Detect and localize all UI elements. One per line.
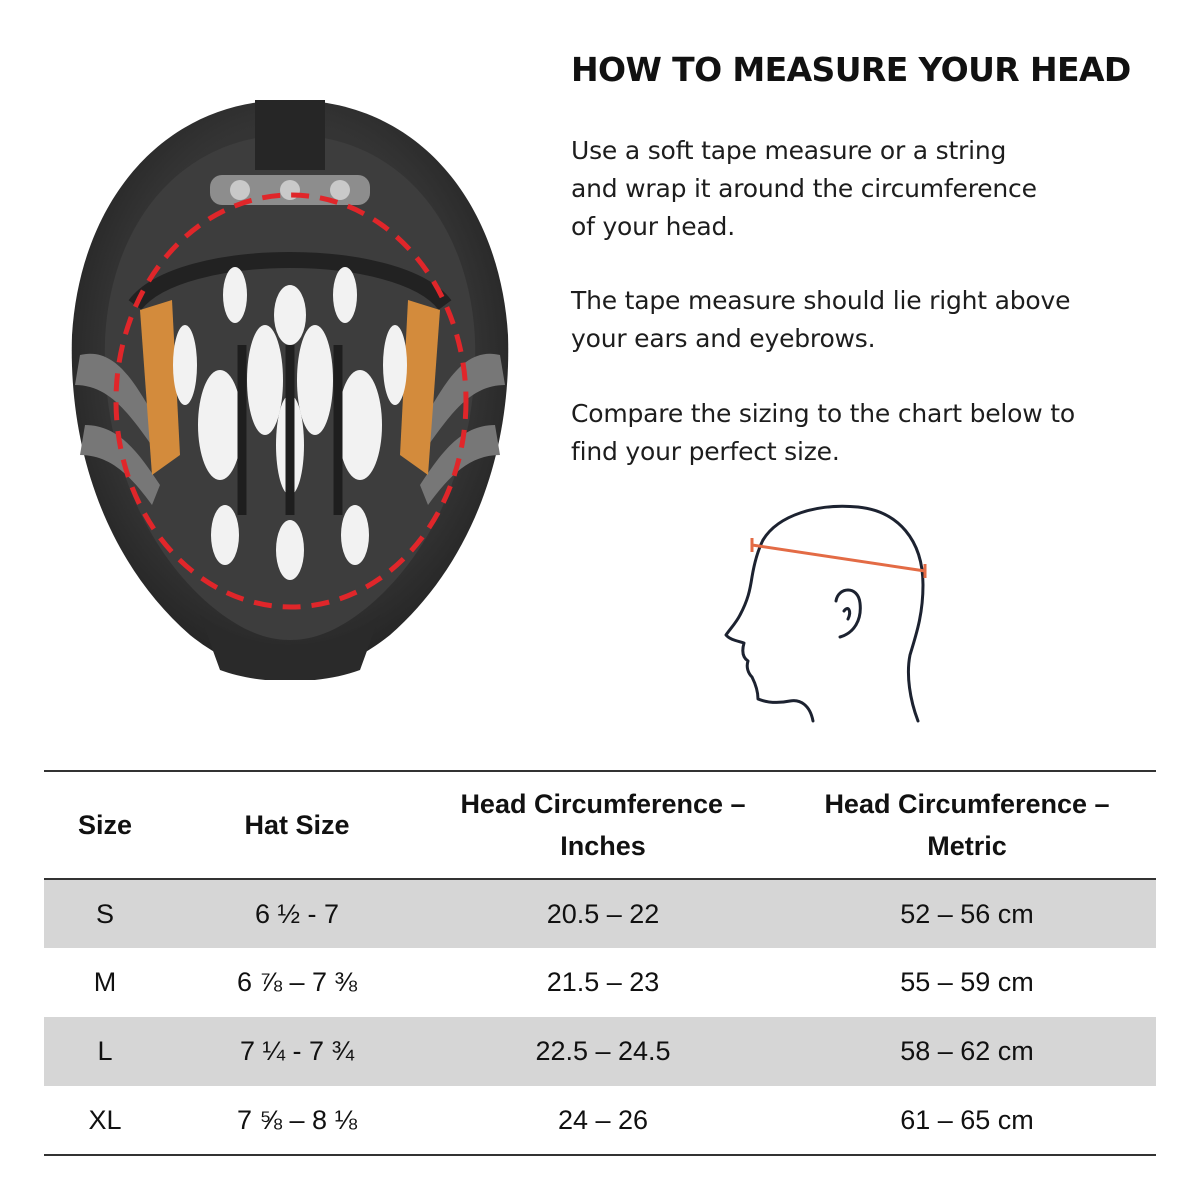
instruction-line: The tape measure should lie right above (571, 286, 1071, 315)
header-hat-size: Hat Size (244, 810, 350, 840)
header-text: Head Circumference – Metric (824, 789, 1110, 861)
cell-metric: 55 – 59 cm (900, 967, 1034, 997)
page-title: HOW TO MEASURE YOUR HEAD (571, 50, 1131, 89)
table-row (44, 948, 1156, 1017)
cell-inches: 22.5 – 24.5 (535, 1036, 671, 1066)
cell-hat-size: 6 ⅞ – 7 ⅜ (236, 967, 358, 997)
tape-measure-line (752, 545, 925, 571)
size-chart-table (44, 770, 1156, 1156)
instruction-line: find your perfect size. (571, 437, 840, 466)
cell-size: M (93, 967, 117, 997)
head-profile-icon (718, 495, 958, 725)
header-text: Head Circumference – Inches (460, 789, 746, 861)
cell-hat-size: 6 ½ - 7 (254, 898, 340, 929)
helmet-interior-icon (60, 95, 520, 680)
cell-inches: 21.5 – 23 (546, 967, 660, 997)
cell-inches: 24 – 26 (557, 1104, 649, 1135)
cell-metric: 61 – 65 cm (900, 1104, 1034, 1135)
instruction-paragraph-1 (571, 132, 1171, 246)
instruction-line: Compare the sizing to the chart below to (571, 399, 1075, 428)
cell-hat-size: 7 ¼ - 7 ¾ (239, 1036, 355, 1066)
cell-size: L (97, 1036, 113, 1066)
table-row (44, 1017, 1156, 1086)
header-head-circumference-inches (428, 771, 778, 879)
cell-inches: 20.5 – 22 (546, 898, 660, 929)
header-head-circumference-metric (778, 771, 1156, 879)
cell-hat-size: 7 ⅝ – 8 ⅛ (236, 1104, 358, 1135)
instruction-paragraph-2 (571, 282, 1171, 358)
header-size: Size (77, 810, 133, 840)
instruction-line: your ears and eyebrows. (571, 324, 876, 353)
table-row (44, 1086, 1156, 1155)
cell-metric: 58 – 62 cm (900, 1036, 1034, 1066)
cell-size: XL (88, 1104, 122, 1135)
instruction-line: and wrap it around the circumference (571, 174, 1037, 203)
cell-metric: 52 – 56 cm (900, 898, 1034, 929)
instruction-line: of your head. (571, 212, 735, 241)
instruction-paragraph-3 (571, 395, 1171, 471)
table-row (44, 879, 1156, 948)
instruction-line: Use a soft tape measure or a string (571, 136, 1007, 165)
table-header-row (44, 771, 1156, 879)
cell-size: S (95, 898, 114, 929)
